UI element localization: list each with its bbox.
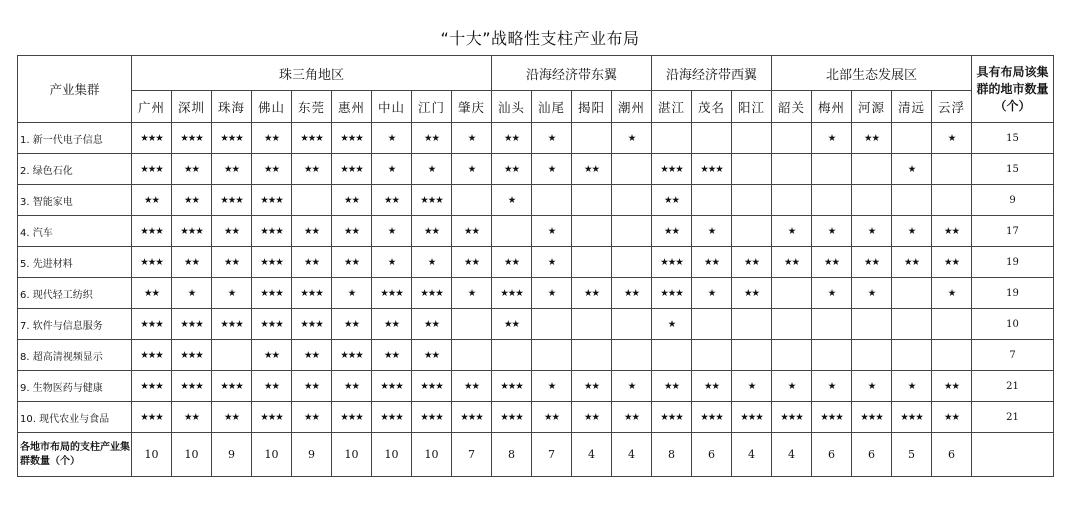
star-rating-cell: ★★ xyxy=(332,247,372,278)
table-row xyxy=(18,278,1054,309)
star-rating-cell xyxy=(652,340,692,371)
star-rating-cell: ★ xyxy=(812,371,852,402)
star-rating-cell: ★★★ xyxy=(252,216,292,247)
city-count-cell: 15 xyxy=(972,123,1054,154)
city-header: 清远 xyxy=(892,91,932,123)
industry-name: 5. 先进材料 xyxy=(18,247,132,278)
total-count-cell: 9 xyxy=(292,433,332,477)
page-title: “十大”战略性支柱产业布局 xyxy=(440,29,640,48)
star-rating-cell: ★ xyxy=(172,278,212,309)
star-rating-cell xyxy=(732,185,772,216)
city-header: 茂名 xyxy=(692,91,732,123)
star-rating-cell: ★★ xyxy=(572,402,612,433)
region-header: 北部生态发展区 xyxy=(772,56,972,91)
star-rating-cell: ★ xyxy=(452,123,492,154)
star-rating-cell: ★★★ xyxy=(452,402,492,433)
star-rating-cell: ★★ xyxy=(492,123,532,154)
star-rating-cell xyxy=(612,247,652,278)
star-rating-cell: ★★★ xyxy=(212,371,252,402)
star-rating-cell: ★ xyxy=(452,154,492,185)
region-header: 沿海经济带西翼 xyxy=(652,56,772,91)
star-rating-cell xyxy=(812,154,852,185)
star-rating-cell xyxy=(532,185,572,216)
star-rating-cell: ★ xyxy=(932,278,972,309)
star-rating-cell: ★★★ xyxy=(492,371,532,402)
star-rating-cell: ★★ xyxy=(252,123,292,154)
city-count-cell: 15 xyxy=(972,154,1054,185)
star-rating-cell xyxy=(852,309,892,340)
star-rating-cell: ★★★ xyxy=(132,402,172,433)
star-rating-cell: ★★ xyxy=(452,216,492,247)
total-count-cell: 5 xyxy=(892,433,932,477)
star-rating-cell: ★★ xyxy=(292,371,332,402)
star-rating-cell xyxy=(532,340,572,371)
total-count-cell: 10 xyxy=(252,433,292,477)
star-rating-cell xyxy=(812,185,852,216)
star-rating-cell: ★★★ xyxy=(212,309,252,340)
star-rating-cell: ★★ xyxy=(252,154,292,185)
star-rating-cell: ★★★ xyxy=(212,185,252,216)
total-count-cell: 6 xyxy=(852,433,892,477)
star-rating-cell xyxy=(732,340,772,371)
star-rating-cell: ★ xyxy=(892,371,932,402)
star-rating-cell xyxy=(452,309,492,340)
star-rating-cell xyxy=(532,309,572,340)
star-rating-cell: ★★★ xyxy=(292,123,332,154)
table-row xyxy=(18,371,1054,402)
star-rating-cell: ★ xyxy=(532,371,572,402)
star-rating-cell: ★ xyxy=(892,216,932,247)
star-rating-cell xyxy=(692,309,732,340)
total-count-cell: 10 xyxy=(172,433,212,477)
star-rating-cell: ★★ xyxy=(852,123,892,154)
table-row xyxy=(18,216,1054,247)
star-rating-cell xyxy=(572,216,612,247)
city-count-cell: 19 xyxy=(972,278,1054,309)
star-rating-cell xyxy=(772,278,812,309)
star-rating-cell: ★ xyxy=(732,371,772,402)
star-rating-cell: ★★★ xyxy=(732,402,772,433)
star-rating-cell: ★ xyxy=(852,278,892,309)
star-rating-cell: ★★ xyxy=(932,402,972,433)
city-header: 河源 xyxy=(852,91,892,123)
star-rating-cell xyxy=(572,247,612,278)
star-rating-cell xyxy=(932,309,972,340)
star-rating-cell: ★★ xyxy=(492,247,532,278)
star-rating-cell: ★★ xyxy=(732,247,772,278)
star-rating-cell: ★★ xyxy=(652,216,692,247)
star-rating-cell: ★★★ xyxy=(172,340,212,371)
star-rating-cell: ★★★ xyxy=(892,402,932,433)
star-rating-cell xyxy=(732,123,772,154)
total-count-cell: 4 xyxy=(732,433,772,477)
star-rating-cell: ★★ xyxy=(772,247,812,278)
city-header: 深圳 xyxy=(172,91,212,123)
star-rating-cell: ★★★ xyxy=(292,309,332,340)
star-rating-cell: ★★ xyxy=(212,216,252,247)
star-rating-cell: ★★ xyxy=(572,371,612,402)
star-rating-cell: ★★ xyxy=(412,340,452,371)
star-rating-cell: ★★★ xyxy=(492,402,532,433)
star-rating-cell: ★★★ xyxy=(852,402,892,433)
star-rating-cell: ★★ xyxy=(372,340,412,371)
count-column-header: 具有布局该集群的地市数量（个） xyxy=(972,56,1054,123)
star-rating-cell: ★★ xyxy=(292,340,332,371)
star-rating-cell xyxy=(692,123,732,154)
total-count-cell: 6 xyxy=(812,433,852,477)
star-rating-cell: ★★★ xyxy=(132,123,172,154)
star-rating-cell xyxy=(892,340,932,371)
star-rating-cell: ★★★ xyxy=(172,309,212,340)
star-rating-cell: ★ xyxy=(212,278,252,309)
star-rating-cell: ★ xyxy=(532,278,572,309)
star-rating-cell xyxy=(772,154,812,185)
city-header: 佛山 xyxy=(252,91,292,123)
city-count-cell: 10 xyxy=(972,309,1054,340)
star-rating-cell: ★★★ xyxy=(412,278,452,309)
industry-name: 3. 智能家电 xyxy=(18,185,132,216)
star-rating-cell: ★★ xyxy=(292,154,332,185)
star-rating-cell: ★ xyxy=(932,123,972,154)
star-rating-cell xyxy=(492,216,532,247)
city-count-cell: 19 xyxy=(972,247,1054,278)
star-rating-cell: ★★ xyxy=(532,402,572,433)
star-rating-cell: ★★★ xyxy=(252,247,292,278)
star-rating-cell: ★★ xyxy=(572,278,612,309)
star-rating-cell: ★ xyxy=(692,278,732,309)
star-rating-cell: ★★★ xyxy=(652,154,692,185)
city-header: 阳江 xyxy=(732,91,772,123)
star-rating-cell xyxy=(292,185,332,216)
star-rating-cell: ★★ xyxy=(332,371,372,402)
industry-name: 4. 汽车 xyxy=(18,216,132,247)
industry-name: 10. 现代农业与食品 xyxy=(18,402,132,433)
city-count-cell: 21 xyxy=(972,371,1054,402)
star-rating-cell: ★★★ xyxy=(252,278,292,309)
star-rating-cell: ★ xyxy=(532,123,572,154)
total-count-cell: 10 xyxy=(332,433,372,477)
city-header-row xyxy=(18,91,1054,123)
star-rating-cell: ★ xyxy=(852,371,892,402)
star-rating-cell: ★★ xyxy=(412,123,452,154)
total-count-cell: 4 xyxy=(612,433,652,477)
total-count-cell: 10 xyxy=(132,433,172,477)
total-label: 各地市布局的支柱产业集群数量（个） xyxy=(18,433,132,477)
star-rating-cell xyxy=(572,309,612,340)
star-rating-cell xyxy=(732,154,772,185)
industry-layout-table xyxy=(17,55,1054,477)
star-rating-cell: ★★ xyxy=(492,154,532,185)
star-rating-cell: ★ xyxy=(812,216,852,247)
star-rating-cell xyxy=(452,185,492,216)
table-row xyxy=(18,247,1054,278)
city-count-cell: 7 xyxy=(972,340,1054,371)
industry-name: 8. 超高清视频显示 xyxy=(18,340,132,371)
star-rating-cell: ★★★ xyxy=(252,402,292,433)
star-rating-cell: ★ xyxy=(332,278,372,309)
star-rating-cell: ★★ xyxy=(892,247,932,278)
star-rating-cell: ★★★ xyxy=(652,247,692,278)
star-rating-cell: ★★ xyxy=(292,402,332,433)
star-rating-cell: ★★ xyxy=(412,216,452,247)
star-rating-cell xyxy=(772,340,812,371)
star-rating-cell xyxy=(572,185,612,216)
total-count-cell: 10 xyxy=(412,433,452,477)
star-rating-cell: ★ xyxy=(812,123,852,154)
total-count-cell: 4 xyxy=(572,433,612,477)
star-rating-cell: ★★ xyxy=(932,216,972,247)
star-rating-cell xyxy=(612,185,652,216)
star-rating-cell: ★★ xyxy=(732,278,772,309)
table-row xyxy=(18,123,1054,154)
star-rating-cell: ★ xyxy=(492,185,532,216)
star-rating-cell: ★★★ xyxy=(172,371,212,402)
star-rating-cell: ★★ xyxy=(652,371,692,402)
city-header: 汕尾 xyxy=(532,91,572,123)
star-rating-cell: ★★ xyxy=(932,371,972,402)
industry-column-header: 产业集群 xyxy=(18,56,132,123)
star-rating-cell: ★ xyxy=(532,154,572,185)
table-row xyxy=(18,402,1054,433)
star-rating-cell: ★★★ xyxy=(692,402,732,433)
star-rating-cell: ★★ xyxy=(452,247,492,278)
star-rating-cell xyxy=(732,216,772,247)
star-rating-cell xyxy=(612,340,652,371)
star-rating-cell xyxy=(612,216,652,247)
star-rating-cell xyxy=(852,185,892,216)
star-rating-cell: ★★ xyxy=(212,402,252,433)
star-rating-cell: ★★★ xyxy=(412,185,452,216)
city-header: 惠州 xyxy=(332,91,372,123)
star-rating-cell: ★★★ xyxy=(492,278,532,309)
star-rating-cell: ★★ xyxy=(452,371,492,402)
total-count-cell: 8 xyxy=(492,433,532,477)
star-rating-cell xyxy=(932,185,972,216)
total-count-cell: 8 xyxy=(652,433,692,477)
star-rating-cell: ★★ xyxy=(132,185,172,216)
city-header: 汕头 xyxy=(492,91,532,123)
star-rating-cell: ★★ xyxy=(332,216,372,247)
star-rating-cell: ★★★ xyxy=(412,371,452,402)
city-header: 中山 xyxy=(372,91,412,123)
star-rating-cell: ★★ xyxy=(612,402,652,433)
star-rating-cell: ★★ xyxy=(332,309,372,340)
star-rating-cell: ★ xyxy=(372,247,412,278)
star-rating-cell: ★★ xyxy=(332,185,372,216)
star-rating-cell: ★★★ xyxy=(132,154,172,185)
star-rating-cell xyxy=(772,123,812,154)
star-rating-cell: ★ xyxy=(532,247,572,278)
star-rating-cell: ★ xyxy=(612,371,652,402)
table-row xyxy=(18,340,1054,371)
star-rating-cell: ★ xyxy=(412,247,452,278)
star-rating-cell: ★ xyxy=(852,216,892,247)
star-rating-cell: ★★★ xyxy=(132,247,172,278)
city-header: 梅州 xyxy=(812,91,852,123)
star-rating-cell: ★★★ xyxy=(292,278,332,309)
star-rating-cell xyxy=(892,278,932,309)
city-header: 揭阳 xyxy=(572,91,612,123)
star-rating-cell xyxy=(572,123,612,154)
table-row xyxy=(18,309,1054,340)
star-rating-cell xyxy=(612,309,652,340)
star-rating-cell xyxy=(932,154,972,185)
star-rating-cell: ★★★ xyxy=(692,154,732,185)
star-rating-cell xyxy=(852,154,892,185)
star-rating-cell: ★ xyxy=(812,278,852,309)
star-rating-cell: ★★★ xyxy=(652,402,692,433)
star-rating-cell: ★ xyxy=(372,216,412,247)
star-rating-cell: ★ xyxy=(692,216,732,247)
star-rating-cell: ★ xyxy=(892,154,932,185)
star-rating-cell: ★ xyxy=(532,216,572,247)
star-rating-cell xyxy=(652,123,692,154)
star-rating-cell: ★★ xyxy=(172,247,212,278)
star-rating-cell xyxy=(812,340,852,371)
city-header: 云浮 xyxy=(932,91,972,123)
star-rating-cell xyxy=(852,340,892,371)
star-rating-cell: ★★ xyxy=(692,247,732,278)
star-rating-cell: ★★★ xyxy=(372,371,412,402)
star-rating-cell xyxy=(492,340,532,371)
industry-name: 7. 软件与信息服务 xyxy=(18,309,132,340)
city-header: 珠海 xyxy=(212,91,252,123)
star-rating-cell: ★★★ xyxy=(252,185,292,216)
star-rating-cell: ★★★ xyxy=(172,216,212,247)
star-rating-cell: ★★★ xyxy=(372,402,412,433)
industry-name: 1. 新一代电子信息 xyxy=(18,123,132,154)
table-row xyxy=(18,185,1054,216)
star-rating-cell xyxy=(772,185,812,216)
star-rating-cell xyxy=(572,340,612,371)
star-rating-cell: ★★★ xyxy=(332,340,372,371)
industry-name: 9. 生物医药与健康 xyxy=(18,371,132,402)
star-rating-cell: ★★★ xyxy=(132,309,172,340)
star-rating-cell: ★ xyxy=(772,216,812,247)
star-rating-cell: ★★★ xyxy=(172,123,212,154)
total-count-cell: 7 xyxy=(532,433,572,477)
star-rating-cell: ★★★ xyxy=(332,123,372,154)
star-rating-cell: ★★ xyxy=(852,247,892,278)
star-rating-cell xyxy=(892,309,932,340)
city-count-cell: 9 xyxy=(972,185,1054,216)
star-rating-cell xyxy=(692,340,732,371)
star-rating-cell: ★ xyxy=(452,278,492,309)
city-header: 东莞 xyxy=(292,91,332,123)
star-rating-cell: ★★ xyxy=(812,247,852,278)
star-rating-cell: ★★ xyxy=(292,247,332,278)
star-rating-cell xyxy=(732,309,772,340)
total-count-cell: 6 xyxy=(692,433,732,477)
star-rating-cell xyxy=(892,123,932,154)
star-rating-cell: ★★★ xyxy=(332,402,372,433)
star-rating-cell: ★ xyxy=(372,123,412,154)
star-rating-cell: ★★ xyxy=(172,154,212,185)
industry-layout-table-wrapper xyxy=(17,55,1054,477)
star-rating-cell: ★★ xyxy=(652,185,692,216)
star-rating-cell: ★★ xyxy=(692,371,732,402)
star-rating-cell: ★★★ xyxy=(132,371,172,402)
industry-name: 6. 现代轻工纺织 xyxy=(18,278,132,309)
star-rating-cell: ★★ xyxy=(612,278,652,309)
star-rating-cell: ★ xyxy=(412,154,452,185)
star-rating-cell: ★ xyxy=(652,309,692,340)
region-header: 沿海经济带东翼 xyxy=(492,56,652,91)
total-count-cell: 7 xyxy=(452,433,492,477)
star-rating-cell xyxy=(932,340,972,371)
city-count-cell: 21 xyxy=(972,402,1054,433)
star-rating-cell: ★★★ xyxy=(132,340,172,371)
star-rating-cell: ★★★ xyxy=(772,402,812,433)
star-rating-cell: ★★ xyxy=(492,309,532,340)
star-rating-cell: ★★ xyxy=(172,402,212,433)
star-rating-cell xyxy=(612,154,652,185)
star-rating-cell xyxy=(812,309,852,340)
city-count-cell: 17 xyxy=(972,216,1054,247)
star-rating-cell: ★★ xyxy=(212,154,252,185)
star-rating-cell: ★★ xyxy=(252,371,292,402)
star-rating-cell: ★★★ xyxy=(372,278,412,309)
total-count-cell: 9 xyxy=(212,433,252,477)
city-header: 湛江 xyxy=(652,91,692,123)
star-rating-cell: ★★ xyxy=(132,278,172,309)
star-rating-cell: ★ xyxy=(372,154,412,185)
city-header: 江门 xyxy=(412,91,452,123)
star-rating-cell: ★★★ xyxy=(812,402,852,433)
total-count-cell: 10 xyxy=(372,433,412,477)
star-rating-cell: ★ xyxy=(612,123,652,154)
star-rating-cell: ★★ xyxy=(252,340,292,371)
city-header: 韶关 xyxy=(772,91,812,123)
star-rating-cell xyxy=(452,340,492,371)
star-rating-cell: ★★ xyxy=(572,154,612,185)
city-header: 潮州 xyxy=(612,91,652,123)
star-rating-cell: ★★★ xyxy=(132,216,172,247)
star-rating-cell xyxy=(692,185,732,216)
star-rating-cell: ★★ xyxy=(932,247,972,278)
star-rating-cell: ★★★ xyxy=(332,154,372,185)
star-rating-cell: ★★ xyxy=(292,216,332,247)
star-rating-cell: ★★ xyxy=(212,247,252,278)
star-rating-cell: ★★★ xyxy=(652,278,692,309)
city-header: 肇庆 xyxy=(452,91,492,123)
total-row xyxy=(18,433,1054,477)
star-rating-cell xyxy=(772,309,812,340)
city-header: 广州 xyxy=(132,91,172,123)
star-rating-cell: ★ xyxy=(772,371,812,402)
region-header-row xyxy=(18,56,1054,91)
total-count-cell: 6 xyxy=(932,433,972,477)
star-rating-cell: ★★★ xyxy=(412,402,452,433)
industry-name: 2. 绿色石化 xyxy=(18,154,132,185)
star-rating-cell: ★★ xyxy=(372,185,412,216)
total-count-cell: 4 xyxy=(772,433,812,477)
star-rating-cell xyxy=(212,340,252,371)
star-rating-cell: ★★ xyxy=(372,309,412,340)
star-rating-cell: ★★ xyxy=(412,309,452,340)
region-header: 珠三角地区 xyxy=(132,56,492,91)
star-rating-cell: ★★★ xyxy=(212,123,252,154)
star-rating-cell xyxy=(892,185,932,216)
star-rating-cell: ★★★ xyxy=(252,309,292,340)
star-rating-cell: ★★ xyxy=(172,185,212,216)
empty-cell xyxy=(972,433,1054,477)
table-row xyxy=(18,154,1054,185)
